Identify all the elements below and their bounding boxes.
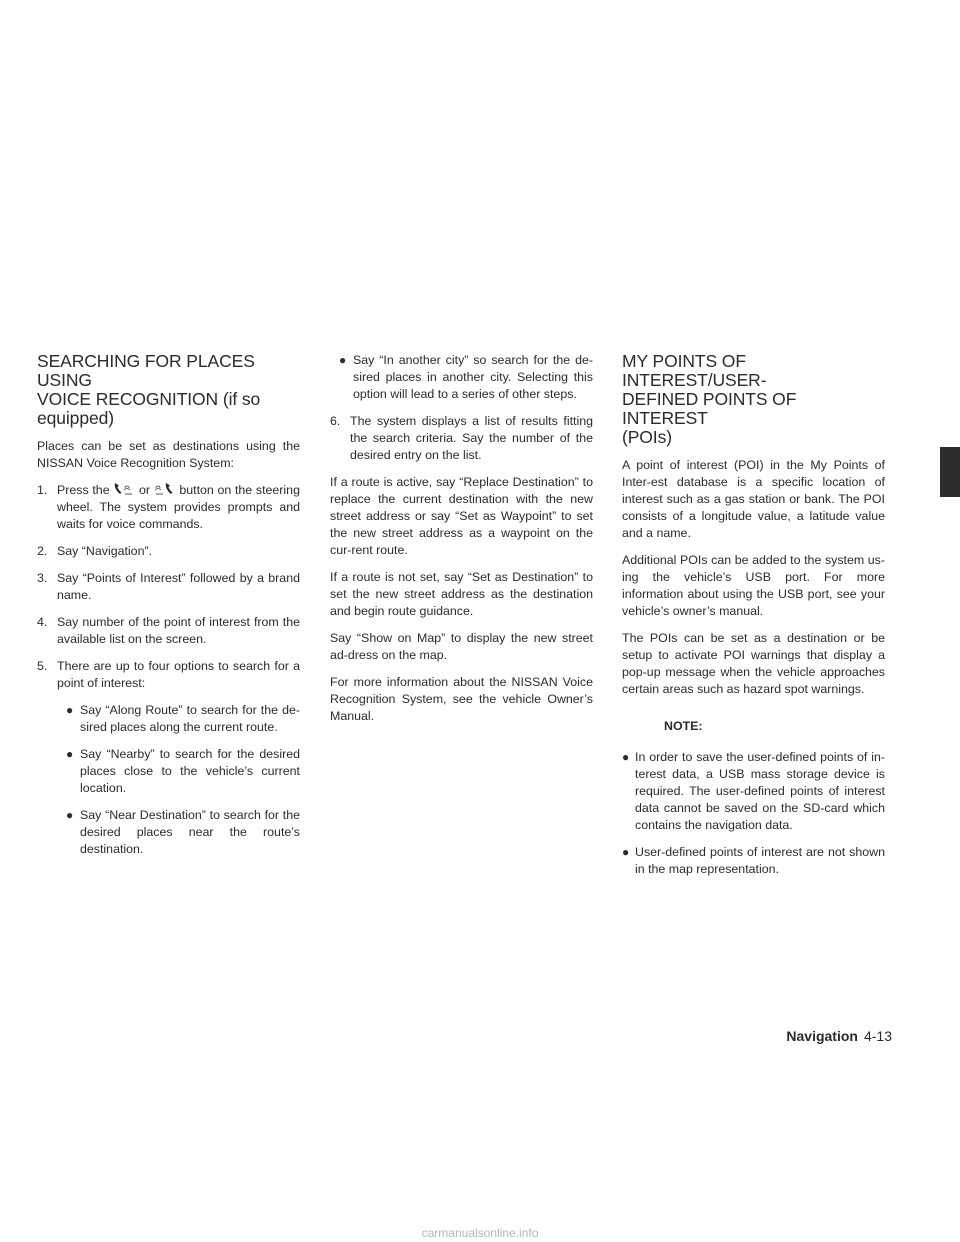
step-3: 3. Say “Points of Interest” followed by a brand name.: [37, 571, 300, 602]
bullet-icon: ●: [622, 750, 630, 764]
bullet-icon: ●: [622, 845, 630, 859]
chapter-tab: [940, 447, 960, 497]
column-middle: [330, 352, 593, 735]
bullet-icon: ●: [339, 353, 347, 367]
bullet-icon: ●: [66, 747, 74, 761]
column-right: [622, 352, 885, 888]
intro-paragraph: Places can be set as destinations using the NISSAN Voice Recognition System:: [37, 439, 300, 470]
page-number: 4-13: [863, 1028, 892, 1044]
bullet-icon: ●: [66, 808, 74, 822]
step-1: 1. Press the or button on the steering wheel. The system provides prompts and waits for voice commands.: [37, 483, 300, 531]
option-along-route: ● Say “Along Route” to search for the de-sired places along the current route.: [66, 703, 300, 734]
section-heading-my-poi: MY POINTS OF INTEREST/USER- DEFINED POINTS OF INTEREST (POIs): [622, 351, 797, 447]
route-active-paragraph: If a route is active, say “Replace Destination” to replace the current destination with the new street address or say “Set as Waypoint” to set the new street address as a waypoint on the cur-rent route.: [330, 475, 593, 557]
poi-definition-paragraph: A point of interest (POI) in the My Points of Inter-est database is a specific location of interest such as a gas station or bank. The POI consists of a longitude value, a latitude value and a name.: [622, 458, 885, 540]
more-info-paragraph: For more information about the NISSAN Voice Recognition System, see the vehicle Owner’s Manual.: [330, 675, 593, 723]
section-heading-voice-search: SEARCHING FOR PLACES USING VOICE RECOGNITION (if so equipped): [37, 351, 261, 428]
usb-paragraph: Additional POIs can be added to the system us-ing the vehicle’s USB port. For more information about using the USB port, see your vehicle’s owner’s manual.: [622, 553, 885, 618]
option-near-destination: ● Say “Near Destination” to search for the desired places near the route’s destination.: [66, 808, 300, 856]
voice-phone-icon: [154, 482, 176, 496]
poi-warning-paragraph: The POIs can be set as a destination or be setup to activate POI warnings that display a pop-up message when the vehicle approaches certain areas such as hazard spot warnings.: [622, 631, 885, 696]
footer-section: Navigation: [786, 1028, 858, 1044]
step-5: 5. There are up to four options to search for a point of interest:: [37, 659, 300, 690]
route-not-set-paragraph: If a route is not set, say “Set as Destination” to set the new street address as the destination and begin route guidance.: [330, 570, 593, 618]
option-another-city: ● Say “In another city” so search for the de-sired places in another city. Selecting this option will lead to a series of other steps.: [339, 353, 593, 401]
option-nearby: ● Say “Nearby” to search for the desired places close to the vehicle’s current location.: [66, 747, 300, 795]
watermark: carmanualsonline.info: [421, 1226, 539, 1240]
page-footer: [786, 1027, 892, 1045]
show-on-map-paragraph: Say “Show on Map” to display the new street ad-dress on the map.: [330, 631, 593, 662]
note-usb-storage: ● In order to save the user-defined points of in-terest data, a USB mass storage device is required. The user-defined points of interest data cannot be saved on the SD-card which contains the navigation data.: [622, 750, 885, 832]
note-label: NOTE:: [664, 719, 703, 733]
step-4: 4. Say number of the point of interest from the available list on the screen.: [37, 615, 300, 646]
step-2: 2. Say “Navigation”.: [37, 544, 153, 558]
note-map-representation: ● User-defined points of interest are not shown in the map representation.: [622, 845, 885, 876]
phone-voice-icon: [113, 482, 135, 496]
bullet-icon: ●: [66, 703, 74, 717]
step-6: 6. The system displays a list of results fitting the search criteria. Say the number of the desired entry on the list.: [330, 414, 593, 462]
column-left: [37, 352, 300, 868]
